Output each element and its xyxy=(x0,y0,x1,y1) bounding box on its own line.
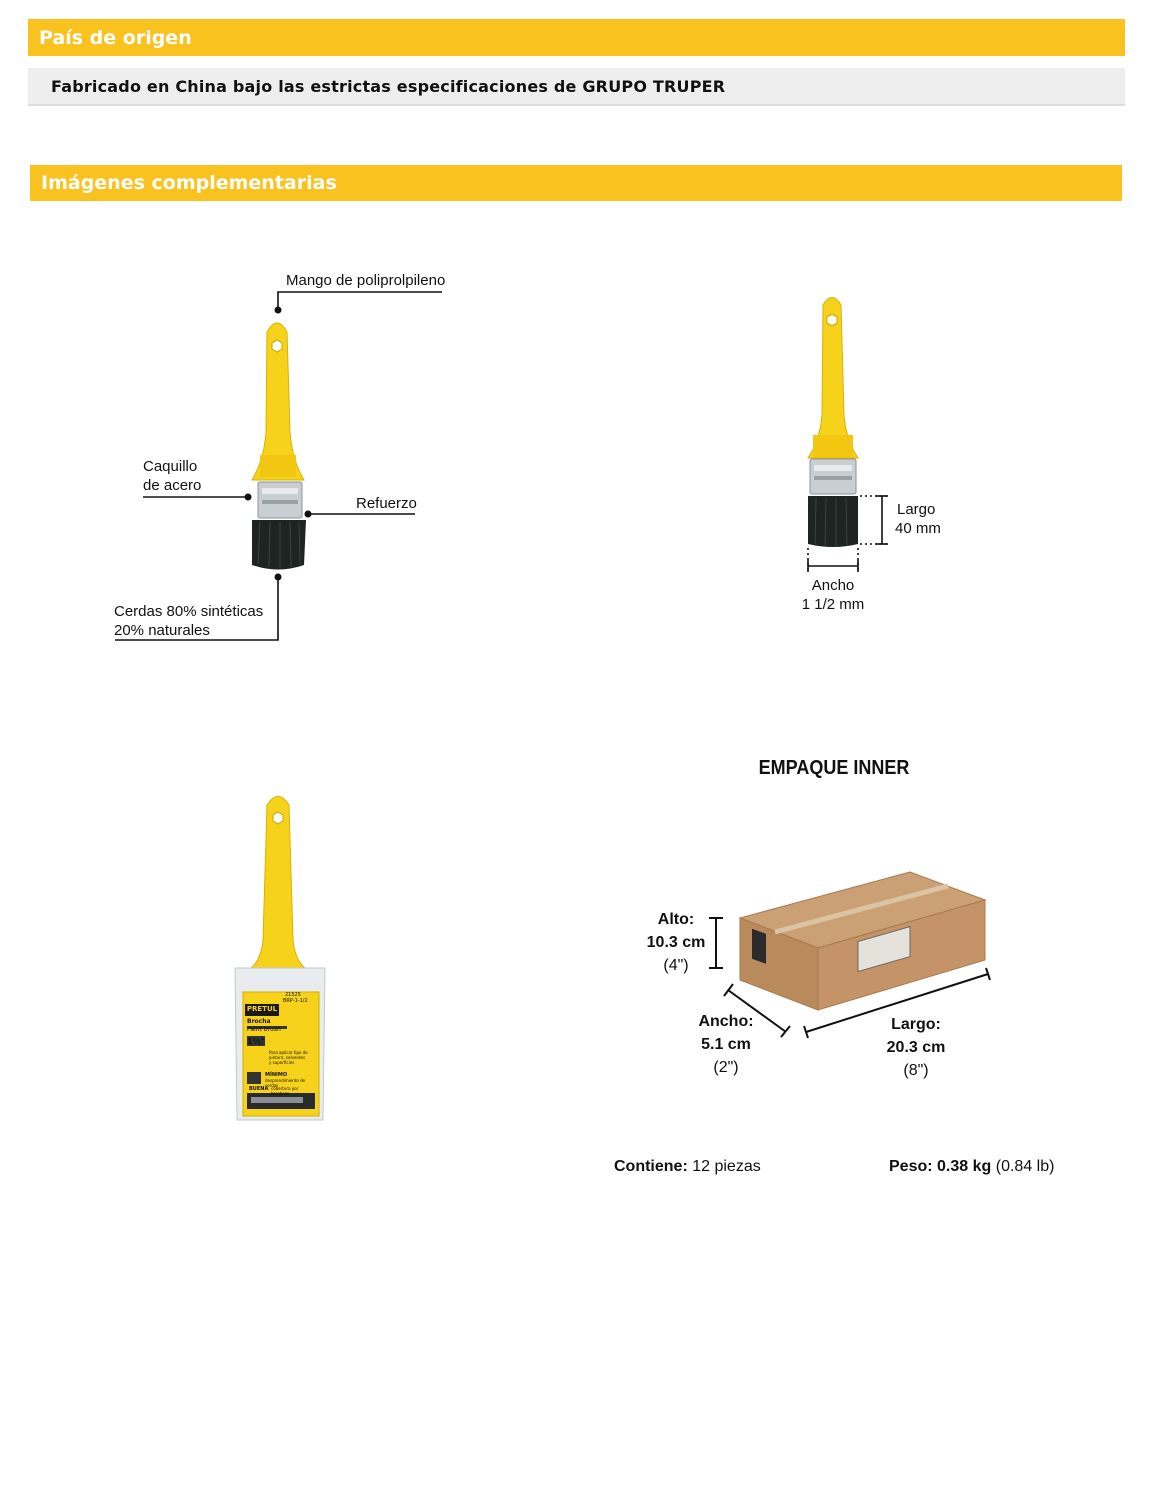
packaged-brush-figure xyxy=(225,790,335,1125)
package-good: BUENA xyxy=(249,1086,269,1092)
weight-kg: 0.38 kg xyxy=(937,1158,992,1175)
brush-dimensions-figure xyxy=(770,290,970,620)
brush-parts-figure xyxy=(100,260,460,660)
length-label xyxy=(876,1013,956,1082)
width-title: Ancho: xyxy=(698,1013,754,1030)
label-length-value: 40 mm xyxy=(895,520,941,537)
weight-lb: (0.84 lb) xyxy=(995,1158,1055,1175)
length-title: Largo: xyxy=(891,1016,941,1033)
package-line-2: pintura, solventes xyxy=(269,1055,306,1060)
label-width: Ancho xyxy=(811,577,855,594)
package-brand: PRETUL xyxy=(246,1005,278,1013)
package-code: 21525 xyxy=(285,992,301,998)
package-line-3: y superficies xyxy=(269,1060,295,1065)
package-minimum-desc: desprendimiento de cerdas xyxy=(265,1078,306,1088)
section-title: País de origen xyxy=(39,26,192,49)
inner-pack-title: EMPAQUE INNER xyxy=(758,757,910,779)
weight-row xyxy=(889,1158,1054,1176)
height-title: Alto: xyxy=(657,911,695,928)
package-product-es: Brocha xyxy=(247,1018,271,1025)
contains-row xyxy=(614,1158,761,1176)
inner-pack-figure xyxy=(640,860,1020,1100)
section-title: Imágenes complementarias xyxy=(41,172,337,194)
label-reinforcement: Refuerzo xyxy=(356,495,417,512)
label-ferrule-2: de acero xyxy=(143,477,202,494)
contains-label: Contiene: xyxy=(614,1158,688,1175)
package-size: 1½" xyxy=(247,1037,266,1046)
origin-text: Fabricado en China bajo las estrictas especificaciones de GRUPO TRUPER xyxy=(51,76,726,96)
package-line-1: Para aplicar tipo de xyxy=(269,1050,308,1055)
package-minimum: MÍNIMO xyxy=(265,1072,288,1078)
width-label xyxy=(690,1010,762,1079)
height-cm: 10.3 cm xyxy=(646,934,706,951)
label-handle: Mango de poliprolpileno xyxy=(286,272,446,289)
label-ferrule-1: Caquillo xyxy=(143,458,198,475)
label-width-value: 1 1/2 mm xyxy=(801,596,865,613)
brush-dimension-illustration xyxy=(770,290,970,620)
length-in: (8") xyxy=(903,1062,929,1079)
section-header-images xyxy=(30,165,1122,201)
label-bristles-2: 20% naturales xyxy=(114,622,210,639)
origin-text-row xyxy=(28,68,1125,106)
label-length: Largo xyxy=(897,501,936,518)
package-product-en: Paint brush xyxy=(247,1026,281,1033)
length-cm: 20.3 cm xyxy=(886,1039,946,1056)
contains-value: 12 piezas xyxy=(692,1158,761,1175)
width-in: (2") xyxy=(713,1059,739,1076)
height-in: (4") xyxy=(663,957,689,974)
package-good-desc: cobertura por brochazo xyxy=(271,1086,299,1096)
package-model: BRP-1-1/2 xyxy=(283,998,308,1004)
section-header-origin xyxy=(28,19,1125,56)
width-cm: 5.1 cm xyxy=(701,1036,751,1053)
weight-label: Peso: xyxy=(889,1158,933,1175)
height-label xyxy=(640,908,712,977)
label-bristles-1: Cerdas 80% sintéticas xyxy=(114,603,264,620)
